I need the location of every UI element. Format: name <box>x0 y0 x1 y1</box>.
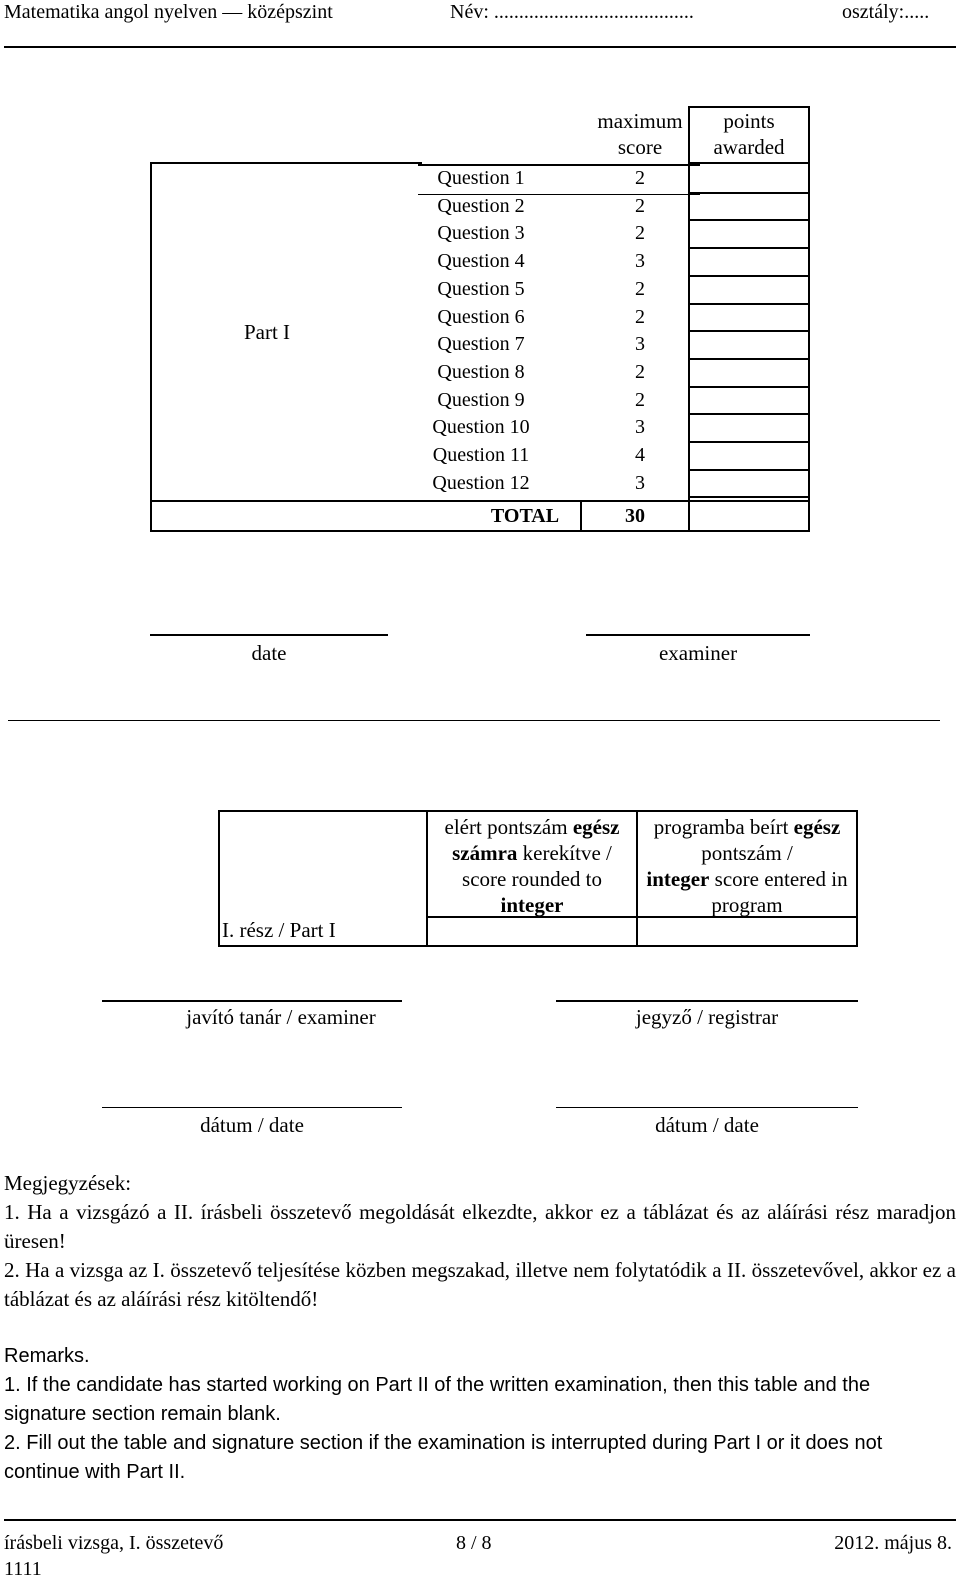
total-value: 30 <box>625 505 645 527</box>
program-score-text-d: / <box>786 841 793 865</box>
program-score-text-c: pontszám <box>701 841 787 865</box>
question-max-score: 2 <box>635 222 645 244</box>
question-label: Question 1 <box>437 167 525 189</box>
examiner-signature-line <box>586 634 810 636</box>
section-divider <box>8 720 940 721</box>
question-max-score: 2 <box>635 389 645 411</box>
integer-row-label-cell <box>218 810 426 947</box>
question-label: Question 12 <box>432 472 530 494</box>
notes-hu-item-1: 1. Ha a vizsgázó a II. írásbeli összetevő megoldását elkezdte, akkor ez a táblázat és az aláírási rész maradjon üresen! <box>4 1200 956 1253</box>
question-label: Question 8 <box>437 361 525 383</box>
footer-left: írásbeli vizsga, I. összetevő <box>4 1532 224 1554</box>
rounded-score-text-b: egész számra <box>452 815 620 865</box>
notes-en-item-2: 2. Fill out the table and signature section if the examination is interrupted during Part I or it does not continue with Part II. <box>4 1432 883 1483</box>
question-label: Question 5 <box>437 278 525 300</box>
page-header <box>4 0 956 48</box>
col-awarded-header: points awarded <box>688 106 810 164</box>
notes-hu-title: Megjegyzések: <box>4 1171 132 1195</box>
part-label: Part I <box>243 320 291 344</box>
rounded-score-header <box>426 810 638 947</box>
program-score-header <box>636 810 858 947</box>
question-max-score: 3 <box>635 250 645 272</box>
rounded-score-text-c: kerekítve / score rounded to <box>462 841 612 891</box>
question-label: Question 9 <box>437 389 525 411</box>
footer-date: 2012. május 8. <box>834 1532 952 1554</box>
awarded-column <box>688 162 810 532</box>
part-label-cell <box>150 162 422 532</box>
date-signature-line-left <box>102 1107 402 1108</box>
examiner-label: examiner <box>658 641 738 665</box>
question-max-score: 3 <box>635 472 645 494</box>
footer-code: 1111 <box>4 1558 42 1580</box>
program-score-text-f: score entered in program <box>709 867 848 917</box>
header-title: Matematika angol nyelven — középszint <box>4 1 333 23</box>
program-score-text-e: integer <box>646 867 710 891</box>
header-name-field: Név: ........................................ <box>450 1 694 23</box>
date-label-right: dátum / date <box>655 1113 759 1137</box>
question-label: Question 7 <box>437 333 525 355</box>
question-max-score: 2 <box>635 361 645 383</box>
total-label: TOTAL <box>490 505 560 527</box>
question-max-score: 2 <box>635 167 645 189</box>
question-label: Question 10 <box>432 416 530 438</box>
date-signature-line <box>150 634 388 636</box>
date-label-left: dátum / date <box>200 1113 304 1137</box>
examiner-signature-line-2 <box>102 1000 402 1002</box>
question-label: Question 11 <box>432 444 530 466</box>
question-max-score: 3 <box>635 333 645 355</box>
question-label: Question 2 <box>437 195 525 217</box>
question-label: Question 4 <box>437 250 525 272</box>
date-signature-line-right <box>556 1107 858 1108</box>
question-label: Question 3 <box>437 222 525 244</box>
page-footer <box>4 1519 956 1580</box>
notes-hu-item-2: 2. Ha a vizsga az I. összetevő teljesítése közben megszakad, illetve nem folytatódik a II. összetevővel, akkor ez a táblázat és az aláírási rész kitöltendő! <box>4 1258 956 1311</box>
question-max-score: 2 <box>635 195 645 217</box>
question-max-score: 3 <box>635 416 645 438</box>
program-score-text-a: programba beírt <box>653 815 794 839</box>
question-max-score: 2 <box>635 306 645 328</box>
notes-en-title: Remarks. <box>4 1345 90 1367</box>
date-label: date <box>251 641 287 665</box>
examiner-label-2: javító tanár / examiner <box>186 1005 376 1029</box>
registrar-signature-line <box>556 1000 858 1002</box>
program-score-text-b: egész <box>793 815 841 839</box>
rounded-score-text-a: elért pontszám <box>444 815 573 839</box>
question-label: Question 6 <box>437 306 525 328</box>
footer-page: 8 / 8 <box>456 1532 492 1554</box>
notes-en-item-1: 1. If the candidate has started working on Part II of the written examination, then this table and the signature section remain blank. <box>4 1374 871 1425</box>
col-max-header: maximum score <box>597 109 683 159</box>
question-max-score: 2 <box>635 278 645 300</box>
registrar-label: jegyző / registrar <box>635 1005 779 1029</box>
integer-row-label: I. rész / Part I <box>222 918 336 942</box>
question-max-score: 4 <box>635 444 645 466</box>
header-class-field: osztály:..... <box>842 1 930 23</box>
rounded-score-text-d: integer <box>500 893 564 917</box>
